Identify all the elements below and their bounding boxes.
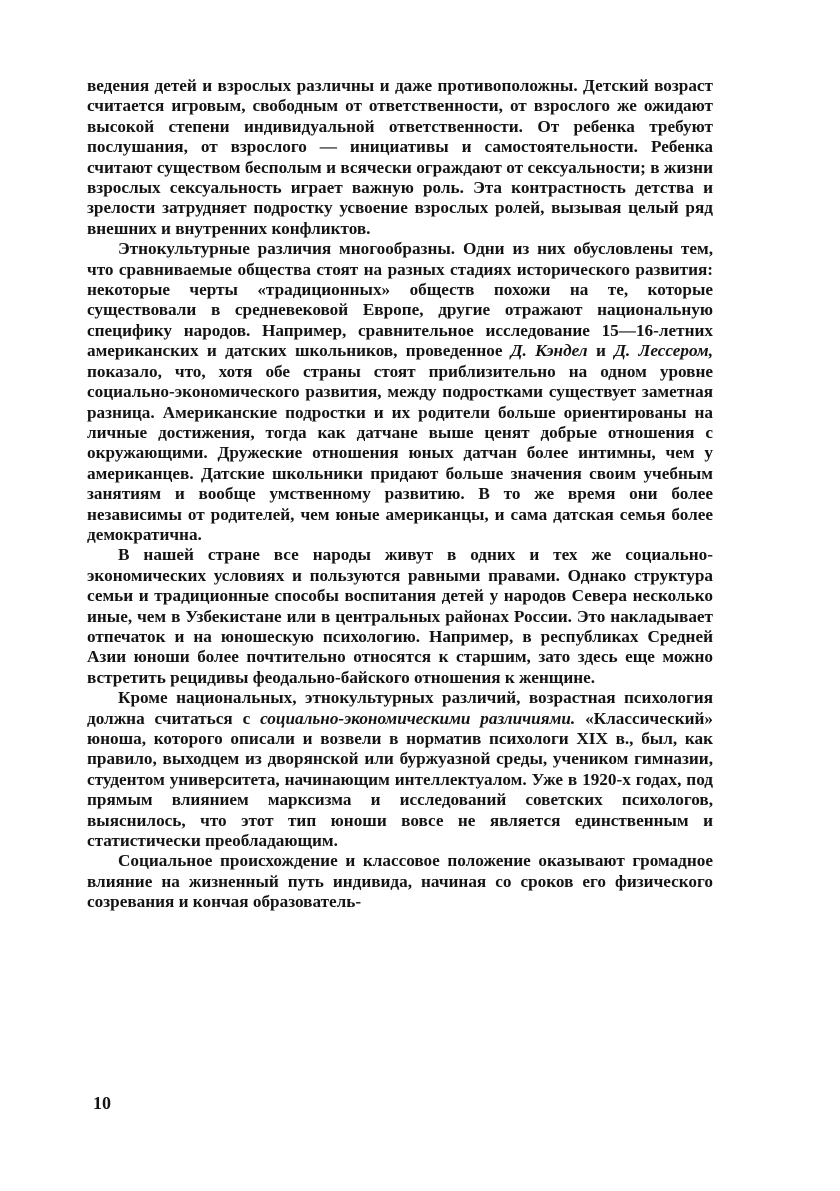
author-name-kandel: Д. Кэндел <box>510 341 588 361</box>
paragraph-4 <box>87 688 713 851</box>
paragraph-1-text: ведения детей и взрослых различны и даже противоположны. Детский возраст считается игровым, свободным от ответственности, от взрослого же ожидают высокой степени индивидуальной ответственности. От ребенка требуют послушания, от взрослого — инициативы и самостоятельности. Ребенка считают существом бесполым и всячески ограждают от сексуальности; в жизни взрослых сексуальность играет важную роль. Эта контрастность детства и зрелости затрудняет подростку усвоение взрослых ролей, вызывая целый ряд внешних и внутренних конфликтов. <box>87 76 713 238</box>
paragraph-3 <box>87 545 713 688</box>
paragraph-1 <box>87 76 713 239</box>
page-body <box>87 76 713 913</box>
paragraph-5 <box>87 851 713 912</box>
emphasis-socio-economic: социально-экономическими различиями. <box>260 708 576 728</box>
paragraph-4-text-a: Кроме национальных, этнокультурных различий, возрастная психология должна считаться с <box>87 688 713 728</box>
page-number: 10 <box>93 1093 111 1113</box>
paragraph-2 <box>87 239 713 545</box>
paragraph-2-text-b: показало, что, хотя обе страны стоят приблизительно на одном уровне социально-экономического развития, между подростками существует заметная разница. Американские подростки и их родители больше ориентированы на личные достижения, тогда как датчане выше ценят добрые отношения с окружающими. Дружеские отношения юных датчан более интимны, чем у американцев. Датские школьники придают больше значения своим учебным занятиям и вообще умственному развитию. В то же время они более независимы от родителей, чем юные американцы, и сама датская семья более демократична. <box>87 361 713 544</box>
paragraph-2-conjunction: и <box>587 341 615 361</box>
paragraph-2-text-a: Этнокультурные различия многообразны. Одни из них обусловлены тем, что сравниваемые общества стоят на разных стадиях исторического развития: некоторые черты «традиционных» обществ похожи на те, которые существовали в средневековой Европе, другие отражают национальную специфику народов. Например, сравнительное исследование 15—16-летних американских и датских школьников, проведенное <box>87 239 713 361</box>
paragraph-3-text: В нашей стране все народы живут в одних и тех же социально-экономических условиях и пользуются равными правами. Однако структура семьи и традиционные способы воспитания детей у народов Севера несколько иные, чем в Узбекистане или в центральных районах России. Это накладывает отпечаток и на юношескую психологию. Например, в республиках Средней Азии юноши более почтительно относятся к старшим, зато здесь еще можно встретить рецидивы феодально-байского отношения к женщине. <box>87 545 713 687</box>
paragraph-4-text-b: «Классический» юноша, которого описали и возвели в норматив психологи XIX в., был, как правило, выходцем из дворянской или буржуазной среды, учеником гимназии, студентом университета, начинающим интеллектуалом. Уже в 1920-х годах, под прямым влиянием марксизма и исследований советских психологов, выяснилось, что этот тип юноши вовсе не является единственным и статистически преобладающим. <box>87 708 714 851</box>
paragraph-5-text: Социальное происхождение и классовое положение оказывают громадное влияние на жизненный путь индивида, начиная со сроков его физического созревания и кончая образователь- <box>87 851 713 912</box>
author-name-lesser: Д. Лессером, <box>614 341 714 361</box>
